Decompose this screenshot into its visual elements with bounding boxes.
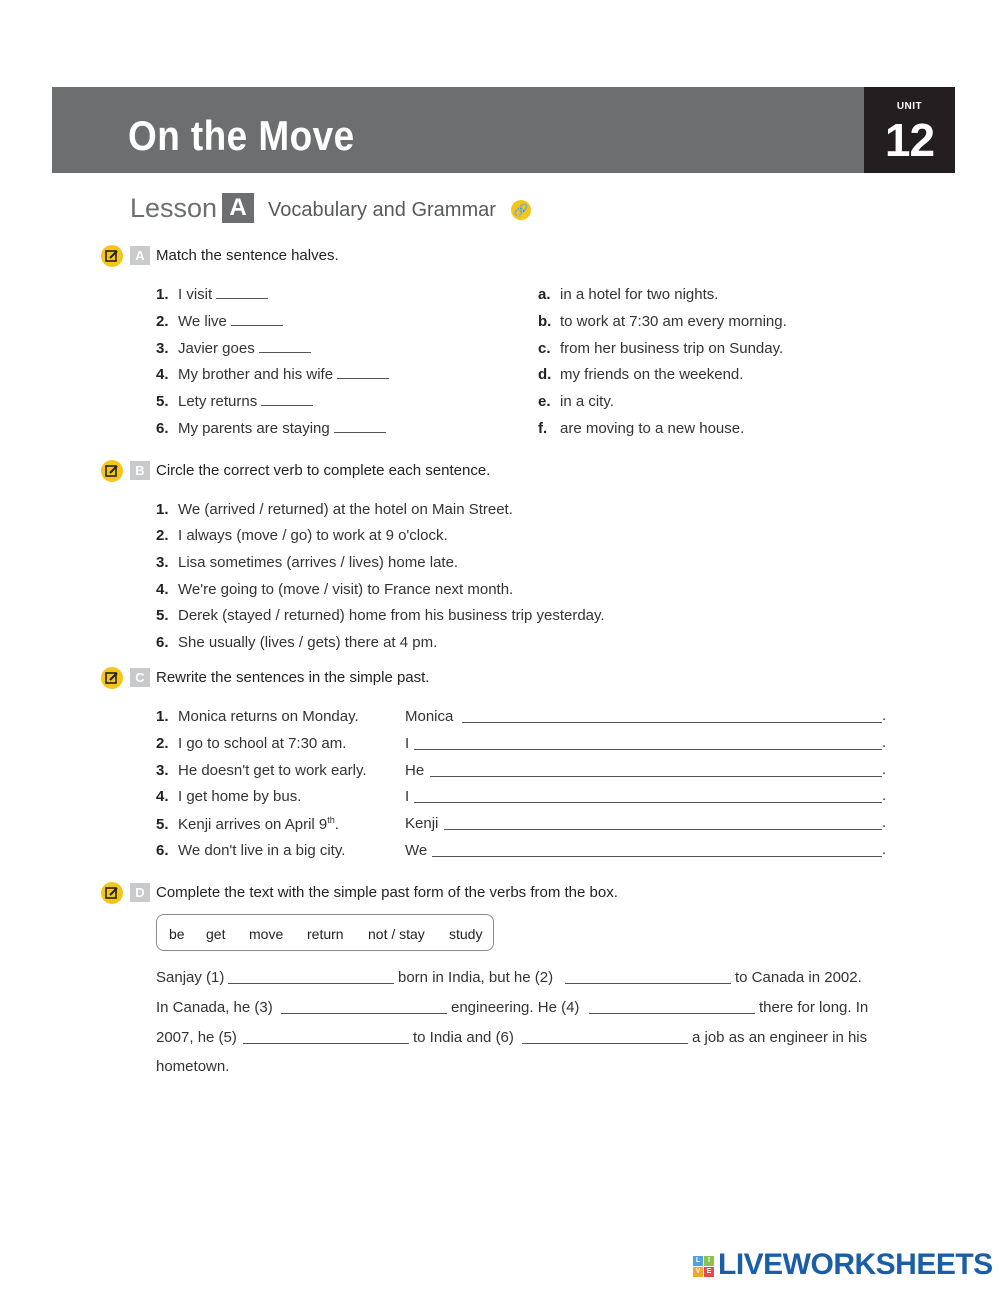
word-box-item: get: [206, 926, 226, 942]
rewrite-source-3: 3. He doesn't get to work early.: [156, 762, 367, 779]
text-segment: there for long. In: [759, 999, 869, 1016]
text-segment: 2007, he (5): [156, 1029, 237, 1046]
circle-item-4[interactable]: 4. We're going to (move / visit) to France next month.: [156, 581, 514, 598]
section-letter-c: C: [130, 668, 150, 687]
rewrite-start-5: Kenji: [405, 815, 439, 832]
rewrite-line-6[interactable]: [432, 856, 882, 857]
word-box-item: not / stay: [368, 926, 425, 942]
match-left-3: 3. Javier goes: [156, 340, 311, 357]
answer-blank[interactable]: [334, 420, 386, 433]
match-right-c: c. from her business trip on Sunday.: [538, 340, 784, 357]
gap-5[interactable]: [243, 1043, 409, 1044]
answer-blank[interactable]: [261, 393, 313, 406]
gap-4[interactable]: [589, 1013, 755, 1014]
page-title: On the Move: [128, 112, 355, 159]
unit-label: UNIT: [896, 101, 923, 112]
word-box-item: study: [449, 926, 483, 942]
section-a-instruction: Match the sentence halves.: [156, 247, 339, 264]
text-segment: born in India, but he (2): [398, 969, 554, 986]
circle-item-1[interactable]: 1. We (arrived / returned) at the hotel on Main Street.: [156, 501, 513, 518]
lesson-word: Lesson: [130, 193, 218, 223]
edit-icon: [101, 460, 123, 482]
edit-icon: [101, 882, 123, 904]
rewrite-start-4: I: [405, 788, 410, 805]
text-segment: a job as an engineer in his: [692, 1029, 868, 1046]
match-right-d: d. my friends on the weekend.: [538, 366, 744, 383]
rewrite-line-2[interactable]: [414, 749, 882, 750]
section-letter-a: A: [130, 246, 150, 265]
word-box-item: return: [307, 926, 344, 942]
edit-icon: [101, 667, 123, 689]
rewrite-start-6: We: [405, 842, 428, 859]
unit-badge: [864, 87, 955, 173]
text-segment: hometown.: [156, 1058, 230, 1075]
lesson-subtitle: Vocabulary and Grammar: [268, 199, 496, 221]
word-box-item: be: [169, 926, 185, 942]
gap-3[interactable]: [281, 1013, 447, 1014]
edit-icon: [101, 245, 123, 267]
rewrite-line-1[interactable]: [462, 722, 882, 723]
circle-item-3[interactable]: 3. Lisa sometimes (arrives / lives) home late.: [156, 554, 459, 571]
text-segment: engineering. He (4): [451, 999, 580, 1016]
match-right-b: b. to work at 7:30 am every morning.: [538, 313, 787, 330]
liveworksheets-logo[interactable]: LIVEWORKSHEETS: [718, 1248, 993, 1281]
answer-blank[interactable]: [337, 366, 389, 379]
section-b-instruction: Circle the correct verb to complete each sentence.: [156, 462, 491, 479]
rewrite-line-3[interactable]: [430, 776, 882, 777]
rewrite-source-4: 4. I get home by bus.: [156, 788, 302, 805]
section-d-instruction: Complete the text with the simple past form of the verbs from the box.: [156, 884, 618, 901]
match-right-e: e. in a city.: [538, 393, 614, 410]
answer-blank[interactable]: [216, 286, 268, 299]
section-letter-d: D: [130, 883, 150, 902]
match-right-a: a. in a hotel for two nights.: [538, 286, 719, 303]
text-segment: Sanjay (1): [156, 969, 225, 986]
match-left-4: 4. My brother and his wife: [156, 366, 389, 383]
rewrite-source-5: 5. Kenji arrives on April 9th.: [156, 815, 339, 833]
link-icon: 🔗: [511, 200, 531, 220]
circle-item-2[interactable]: 2. I always (move / go) to work at 9 o'clock.: [156, 527, 448, 544]
rewrite-start-3: He: [405, 762, 425, 779]
answer-blank[interactable]: [259, 340, 311, 353]
match-left-5: 5. Lety returns: [156, 393, 313, 410]
rewrite-start-1: Monica: [405, 708, 454, 725]
circle-item-6[interactable]: 6. She usually (lives / gets) there at 4 pm.: [156, 634, 438, 651]
match-left-6: 6. My parents are staying: [156, 420, 386, 437]
rewrite-start-2: I: [405, 735, 410, 752]
section-letter-b: B: [130, 461, 150, 480]
word-box: [156, 914, 494, 951]
text-segment: In Canada, he (3): [156, 999, 273, 1016]
liveworksheets-logo-icon: L I V E: [693, 1256, 715, 1278]
gap-1[interactable]: [228, 983, 394, 984]
rewrite-source-2: 2. I go to school at 7:30 am.: [156, 735, 347, 752]
rewrite-source-1: 1. Monica returns on Monday.: [156, 708, 359, 725]
text-segment: to India and (6): [413, 1029, 514, 1046]
answer-blank[interactable]: [231, 313, 283, 326]
section-c-instruction: Rewrite the sentences in the simple past.: [156, 669, 430, 686]
text-segment: to Canada in 2002.: [735, 969, 862, 986]
gap-2[interactable]: [565, 983, 731, 984]
rewrite-line-5[interactable]: [444, 829, 882, 830]
gap-6[interactable]: [522, 1043, 688, 1044]
rewrite-line-4[interactable]: [414, 802, 882, 803]
match-left-1: 1. I visit: [156, 286, 268, 303]
match-left-2: 2. We live: [156, 313, 283, 330]
lesson-letter: A: [222, 193, 254, 223]
unit-number: 12: [884, 114, 935, 166]
match-right-f: f. are moving to a new house.: [538, 420, 745, 437]
word-box-item: move: [249, 926, 284, 942]
circle-item-5[interactable]: 5. Derek (stayed / returned) home from his business trip yesterday.: [156, 607, 605, 624]
rewrite-source-6: 6. We don't live in a big city.: [156, 842, 346, 859]
